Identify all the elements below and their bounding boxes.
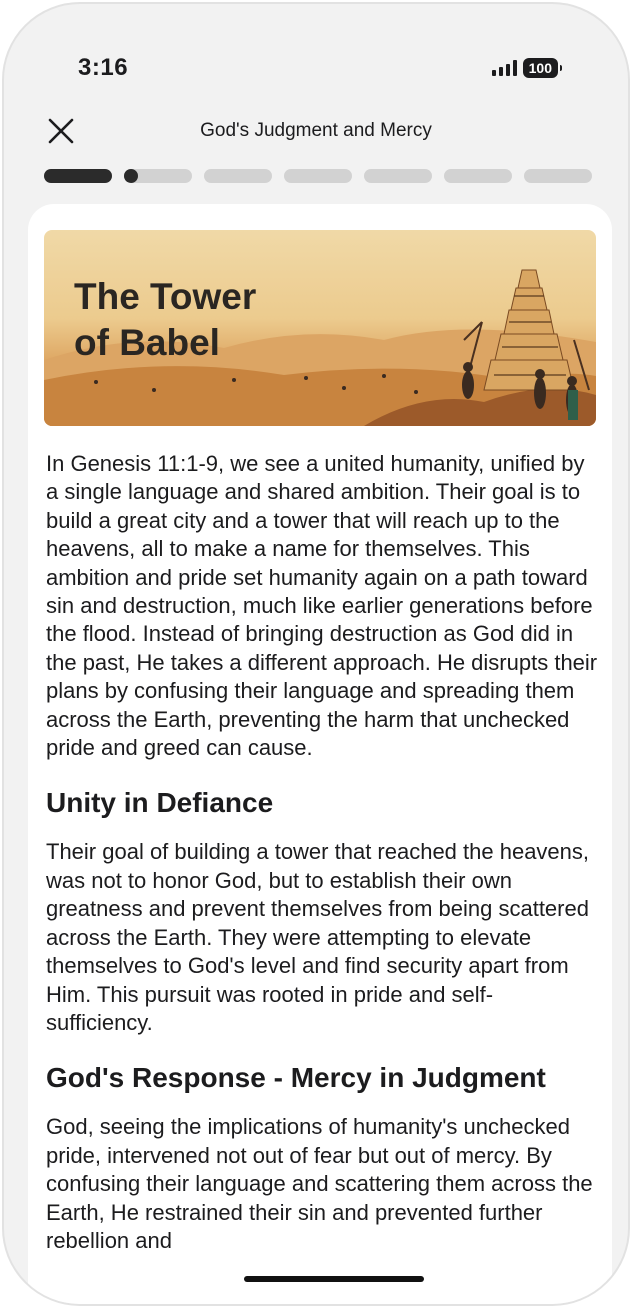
progress-segment[interactable] [44,169,112,183]
story-progress-bar [44,169,592,183]
progress-current-indicator [124,169,138,183]
tower-of-babel-illustration [44,230,596,426]
status-time: 3:16 [78,54,129,81]
article-content [46,450,598,1255]
battery-icon [523,58,558,78]
progress-segment[interactable] [364,169,432,183]
page-title: God's Judgment and Mercy [200,120,432,141]
status-icons [492,58,558,78]
home-indicator[interactable] [244,1276,424,1282]
progress-segment[interactable] [524,169,592,183]
cellular-signal-icon [492,60,517,76]
progress-segment[interactable] [284,169,352,183]
nav-header [4,104,628,164]
section-heading-response: God's Response - Mercy in Judgment [46,1062,546,1094]
section-body-response: God, seeing the implications of humanity's unchecked pride, intervened not out of fear but out of mercy. By confusing their language and scattering them across the Earth, He restrained their sin and prevented further rebellion and [46,1114,593,1253]
progress-segment[interactable] [444,169,512,183]
intro-paragraph: In Genesis 11:1-9, we see a united humanity, unified by a single language and shared ambition. Their goal is to build a great city and a tower that will reach up to the heavens, all to make a name for themselves. This ambition and pride set humanity again on a path toward sin and destruction, much like earlier generations before the flood. Instead of bringing destruction as God did in the past, He takes a different approach. He disrupts their plans by confusing their language and spreading them across the Earth, preventing the harm that unchecked pride and greed can cause. [46,451,598,761]
progress-segment[interactable] [124,169,192,183]
banner-title-line2: of Babel [74,322,220,363]
section-body-unity: Their goal of building a tower that reached the heavens, was not to honor God, but to establish their own greatness and prevent themselves from being scattered across the Earth. They were attempting to elevate themselves to God's level and find security apart from Him. This pursuit was rooted in pride and self-sufficiency. [46,839,590,1035]
status-bar [4,4,628,104]
phone-frame [2,2,630,1306]
section-heading-unity: Unity in Defiance [46,787,274,819]
lesson-card [28,204,612,1306]
banner-title [74,274,256,366]
progress-segment[interactable] [204,169,272,183]
banner-title-line1: The Tower [74,276,257,317]
battery-level: 100 [528,60,552,76]
